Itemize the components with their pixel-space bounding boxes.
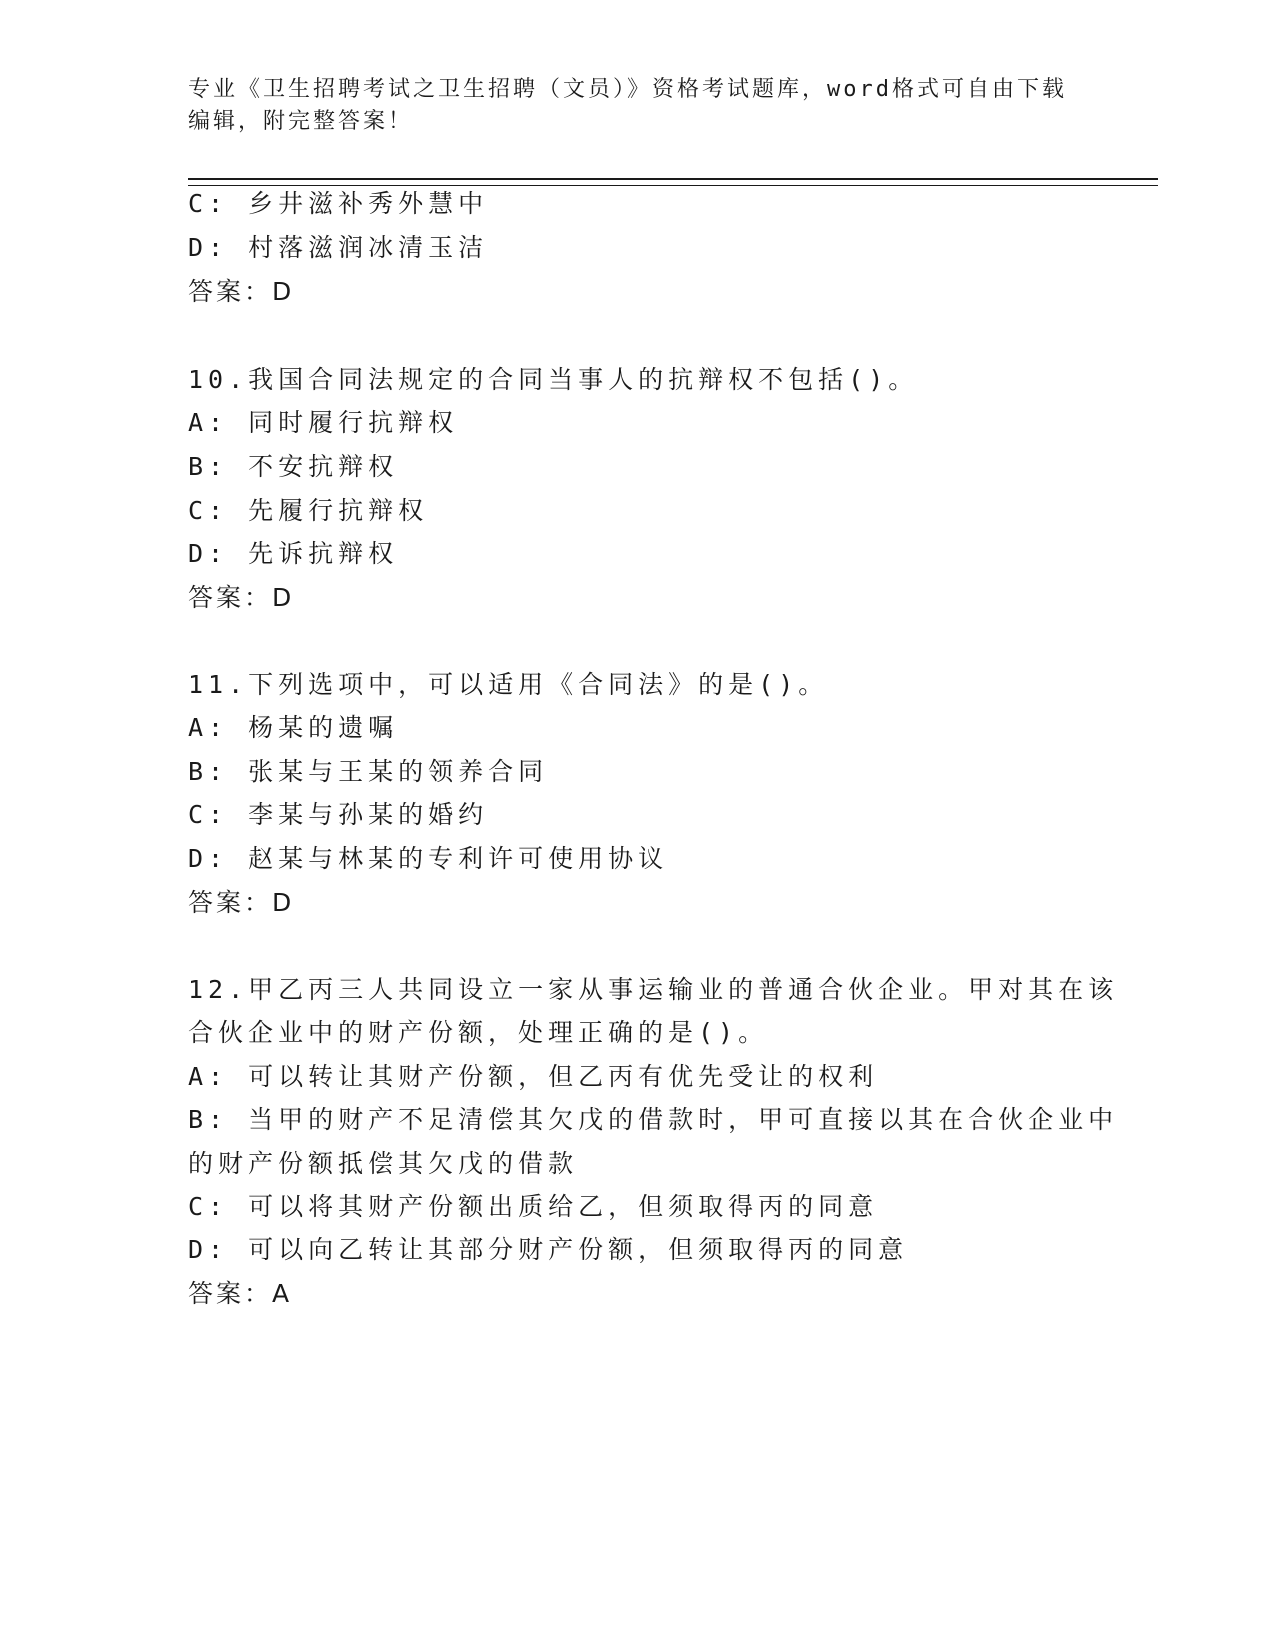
document-header [188,74,1088,138]
prev-answer: 答案：D [188,277,295,306]
header-line-2: 编辑，附完整答案！ [188,109,414,134]
q11-option-a: A: 杨某的遗嘱 [188,713,399,742]
header-divider [188,178,1158,186]
q12-option-b-line-1: B: 当甲的财产不足清偿其欠戊的借款时，甲可直接以其在合伙企业中 [188,1105,1119,1134]
q10-option-d: D: 先诉抗辩权 [188,539,399,568]
q10-option-a: A: 同时履行抗辩权 [188,408,459,437]
q11-option-c: C: 李某与孙某的婚约 [188,800,489,829]
q12-option-a: A: 可以转让其财产份额，但乙丙有优先受让的权利 [188,1062,879,1091]
prev-option-d: D: 村落滋润冰清玉洁 [188,233,489,262]
q11-stem: 11.下列选项中，可以适用《合同法》的是()。 [188,670,829,699]
q11-option-d: D: 赵某与林某的专利许可使用协议 [188,844,669,873]
q12-stem-line-2: 合伙企业中的财产份额，处理正确的是()。 [188,1018,769,1047]
q11-answer: 答案：D [188,888,295,917]
q10-option-b: B: 不安抗辩权 [188,452,399,481]
q10-answer: 答案：D [188,583,295,612]
q10-stem: 10.我国合同法规定的合同当事人的抗辩权不包括()。 [188,365,919,394]
header-line-1: 专业《卫生招聘考试之卫生招聘（文员）》资格考试题库，word格式可自由下载 [188,77,1067,102]
q12-option-b-line-2: 的财产份额抵偿其欠戊的借款 [188,1149,579,1178]
prev-option-c: C: 乡井滋补秀外慧中 [188,189,489,218]
q10-option-c: C: 先履行抗辩权 [188,496,429,525]
q12-option-d: D: 可以向乙转让其部分财产份额，但须取得丙的同意 [188,1235,909,1264]
q11-option-b: B: 张某与王某的领养合同 [188,757,549,786]
q12-answer: 答案：A [188,1279,293,1308]
q12-stem-line-1: 12.甲乙丙三人共同设立一家从事运输业的普通合伙企业。甲对其在该 [188,975,1119,1004]
q12-option-c: C: 可以将其财产份额出质给乙，但须取得丙的同意 [188,1192,879,1221]
